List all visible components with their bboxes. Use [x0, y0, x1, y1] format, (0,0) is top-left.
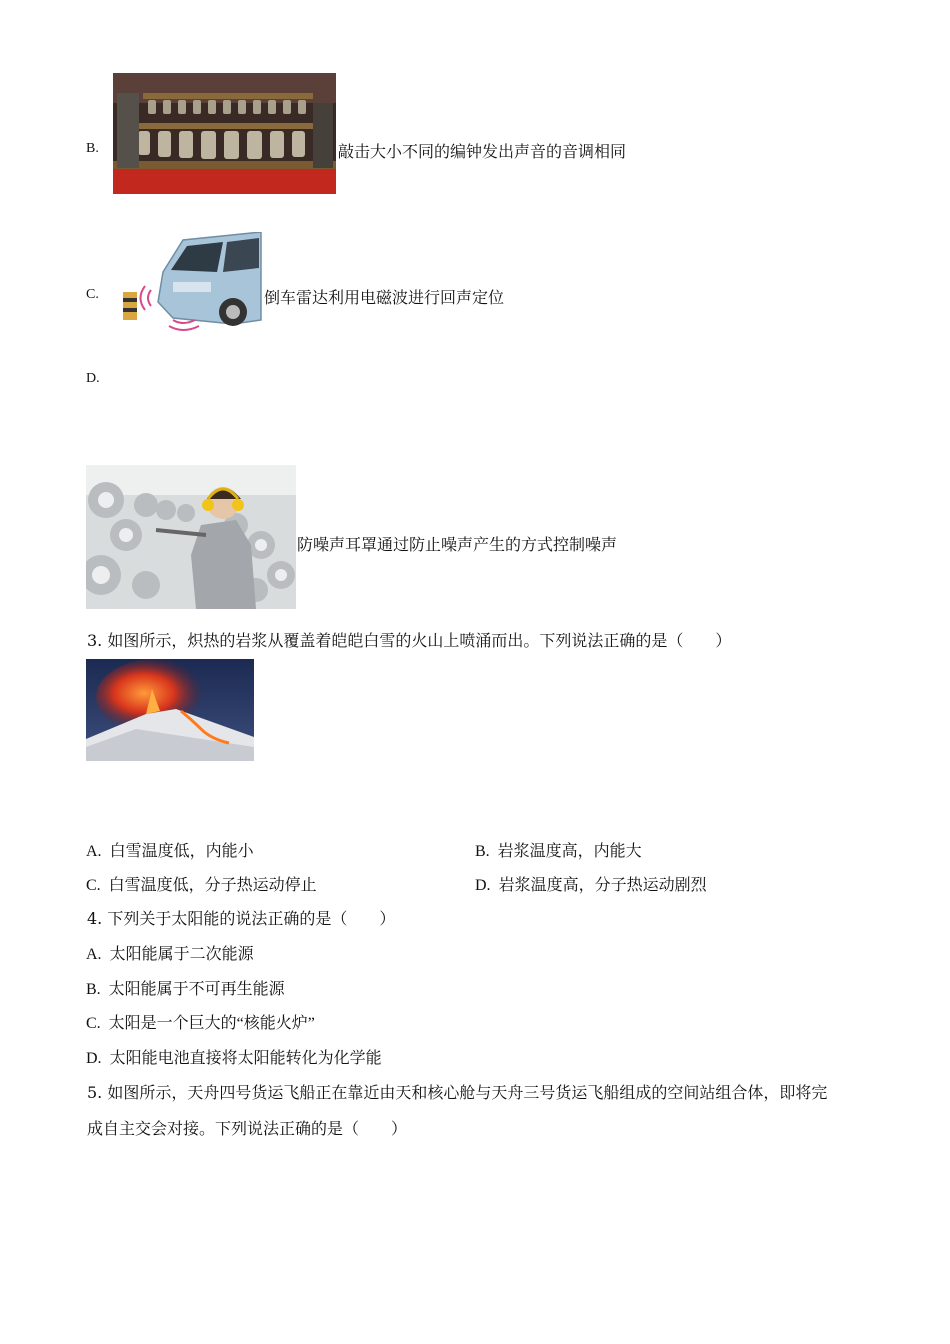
factory-worker-earmuffs-photo	[86, 465, 296, 609]
q4-option-b-text: 太阳能属于不可再生能源	[108, 981, 285, 998]
q4-option-c-letter: C.	[86, 1015, 101, 1032]
q4-option-a-text: 太阳能属于二次能源	[109, 946, 254, 963]
car-parking-radar-illustration	[113, 232, 263, 335]
q3-option-a-text: 白雪温度低，内能小	[109, 843, 254, 860]
q3-option-d-letter: D.	[475, 877, 491, 894]
question-5-stem-line-1: 5. 如图所示，天舟四号货运飞船正在靠近由天和核心舱与天舟三号货运飞船组成的空间站组合体，即将完	[87, 1083, 828, 1102]
option-b-letter: B.	[86, 141, 99, 156]
q4-option-b-letter: B.	[86, 981, 101, 998]
option-b-text: 敲击大小不同的编钟发出声音的音调相同	[338, 142, 627, 161]
question-4-stem: 4. 下列关于太阳能的说法正确的是（ ）	[87, 909, 396, 928]
question-3-stem: 3. 如图所示，炽热的岩浆从覆盖着皑皑白雪的火山上喷涌而出。下列说法正确的是（ ）	[87, 631, 732, 650]
option-c-text: 倒车雷达利用电磁波进行回声定位	[264, 288, 505, 307]
q4-option-c-text: 太阳是一个巨大的“核能火炉”	[108, 1015, 315, 1032]
q3-option-d-text: 岩浆温度高，分子热运动剧烈	[498, 877, 707, 894]
q4-option-a-letter: A.	[86, 946, 102, 963]
volcano-eruption-photo	[86, 659, 254, 761]
q3-option-c-text: 白雪温度低，分子热运动停止	[108, 877, 317, 894]
q4-option-d-letter: D.	[86, 1050, 102, 1067]
option-c-letter: C.	[86, 287, 99, 302]
q3-option-c-letter: C.	[86, 877, 101, 894]
option-d-text: 防噪声耳罩通过防止噪声产生的方式控制噪声	[297, 535, 618, 554]
bianzhong-bells-photo	[113, 73, 336, 194]
q4-option-d-text: 太阳能电池直接将太阳能转化为化学能	[109, 1050, 382, 1067]
q3-option-b-letter: B.	[475, 843, 490, 860]
option-d-letter: D.	[86, 371, 100, 386]
q3-option-b-text: 岩浆温度高，内能大	[497, 843, 642, 860]
q3-option-a-letter: A.	[86, 843, 102, 860]
question-5-stem-line-2: 成自主交会对接。下列说法正确的是（ ）	[87, 1119, 408, 1138]
